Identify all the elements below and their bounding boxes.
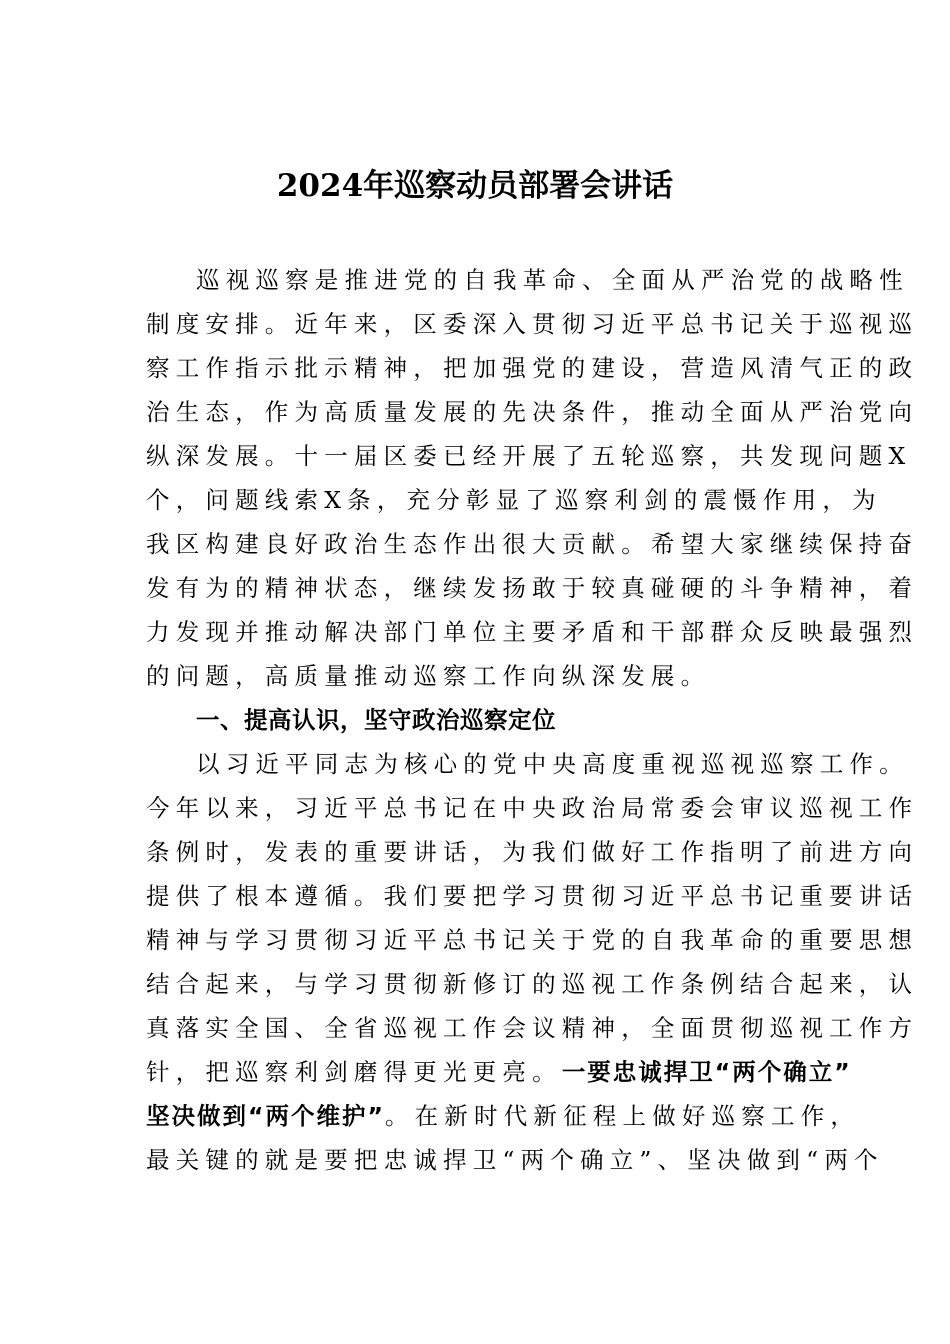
text-line: 的问题，高质量推动巡察工作向纵深发展。 xyxy=(146,662,711,690)
text-line: 精神与学习贯彻习近平总书记关于党的自我革命的重要思想 xyxy=(146,926,919,954)
text-line: 条例时，发表的重要讲话，为我们做好工作指明了前进方向 xyxy=(146,838,919,866)
text-line: 制度安排。近年来，区委深入贯彻习近平总书记关于巡视巡 xyxy=(146,310,919,338)
text-line: 发有为的精神状态，继续发扬敢于较真碰硬的斗争精神，着 xyxy=(146,574,919,602)
text-line: 最关键的就是要把忠诚捍卫“两个确立”、坚决做到“两个 xyxy=(146,1146,884,1174)
text-line: 结合起来，与学习贯彻新修订的巡视工作条例结合起来，认 xyxy=(146,970,919,998)
text-segment: 。在新时代新征程上做好巡察工作， xyxy=(384,1102,861,1130)
text-line: 察工作指示批示精神，把加强党的建设，营造风清气正的政 xyxy=(146,354,919,382)
text-line: 提供了根本遵循。我们要把学习贯彻习近平总书记重要讲话 xyxy=(146,882,919,910)
section-heading: 一、提高认识，坚守政治巡察定位 xyxy=(196,706,556,734)
text-line: 力发现并推动解决部门单位主要矛盾和干部群众反映最强烈 xyxy=(146,618,919,646)
emphasis-text: 一要忠诚捍卫“两个确立” xyxy=(561,1058,852,1086)
text-line: 真落实全国、全省巡视工作会议精神，全面贯彻巡视工作方 xyxy=(146,1014,919,1042)
text-line: 今年以来，习近平总书记在中央政治局常委会审议巡视工作 xyxy=(146,794,919,822)
document-body xyxy=(146,258,919,1182)
text-line: 纵深发展。十一届区委已经开展了五轮巡察，共发现问题X xyxy=(146,442,912,470)
emphasis-text: 坚决做到“两个维护” xyxy=(146,1102,385,1130)
document-title: 2024年巡察动员部署会讲话 xyxy=(276,168,674,204)
text-line: 巡视巡察是推进党的自我革命、全面从严治党的战略性 xyxy=(196,266,909,294)
text-line: 以习近平同志为核心的党中央高度重视巡视巡察工作。 xyxy=(196,750,909,778)
text-line: 个，问题线索X条，充分彰显了巡察利剑的震慑作用，为 xyxy=(146,486,882,514)
text-segment: 针，把巡察利剑磨得更光更亮。 xyxy=(146,1058,562,1086)
paragraph-section1 xyxy=(146,742,919,1182)
paragraph-intro xyxy=(146,258,919,698)
text-line xyxy=(146,1050,852,1094)
text-line xyxy=(146,1094,861,1138)
text-line: 治生态，作为高质量发展的先决条件，推动全面从严治党向 xyxy=(146,398,919,426)
text-line: 我区构建良好政治生态作出很大贡献。希望大家继续保持奋 xyxy=(146,530,919,558)
